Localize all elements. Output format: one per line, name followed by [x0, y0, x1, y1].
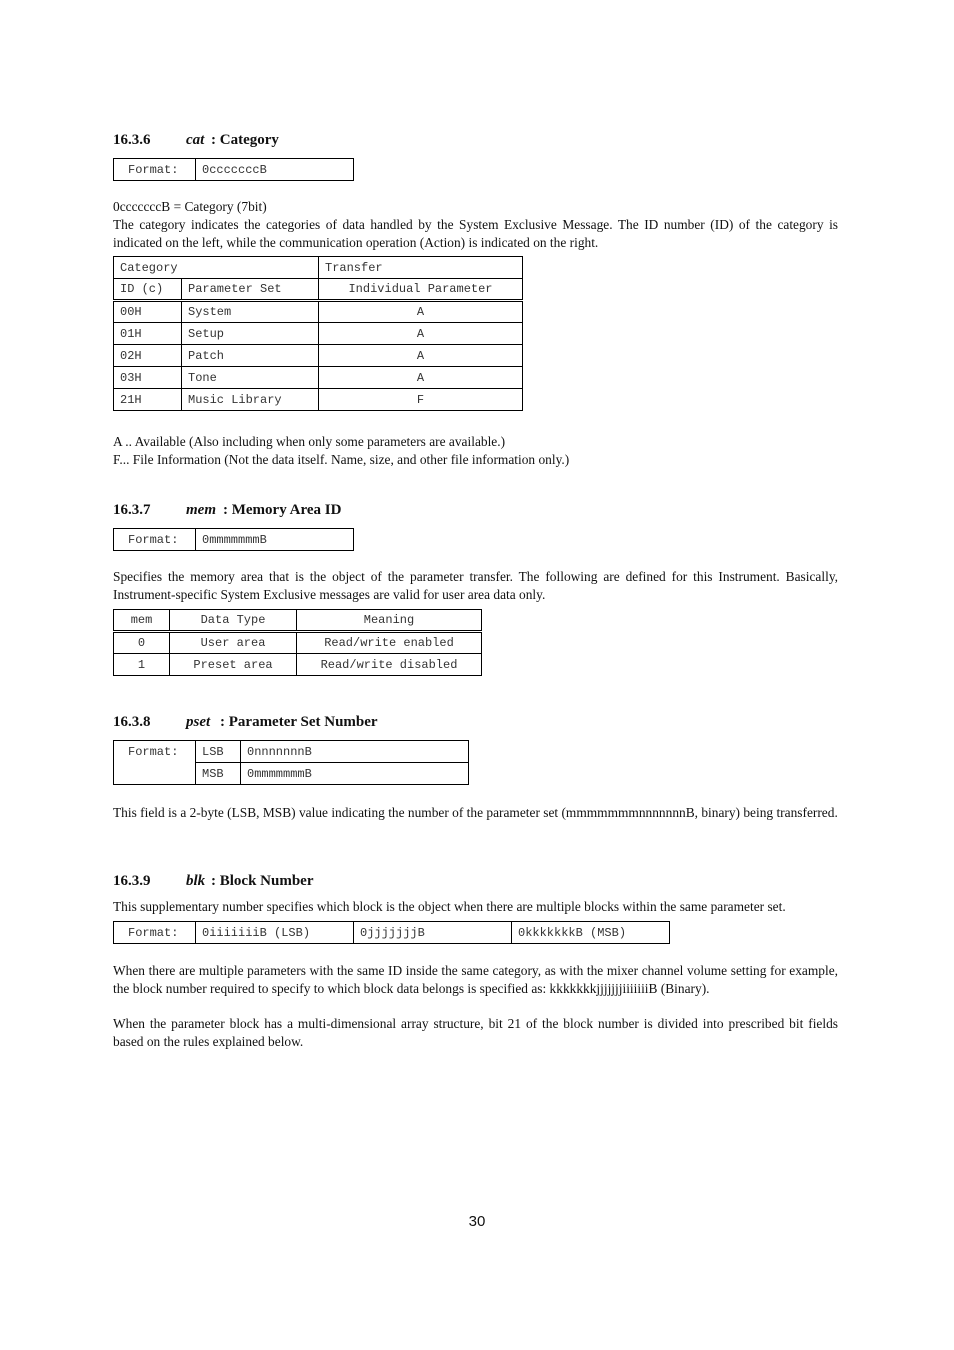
heading-16-3-8 — [113, 714, 513, 734]
format-box-blk — [113, 921, 670, 944]
header-mem: mem — [114, 610, 170, 632]
section-title: : Parameter Set Number — [220, 714, 378, 730]
lsb-value: 0nnnnnnnB — [241, 741, 469, 763]
table-row — [114, 632, 482, 654]
header-data-type: Data Type — [170, 610, 297, 632]
subheader-individual-parameter: Individual Parameter — [319, 279, 523, 301]
format-label: Format: — [114, 529, 196, 551]
format-lsb: 0iiiiiiiB (LSB) — [196, 922, 354, 944]
cell-meaning: Read/write enabled — [297, 632, 482, 654]
format-msb: 0kkkkkkkB (MSB) — [512, 922, 670, 944]
category-definition: 0cccccccB = Category (7bit) — [113, 199, 267, 214]
section-keyword: cat — [186, 132, 205, 148]
table-row — [114, 323, 523, 345]
block-structure-description: When the parameter block has a multi-dimensional array structure, bit 21 of the block number is divided into prescribed bit fields based on the rules explained below. — [113, 1016, 838, 1049]
cell-set: Tone — [182, 367, 319, 389]
category-description: The category indicates the categories of data handled by the System Exclusive Message. The ID number (ID) of the category is indicated on the left, while the communication operation (Action) is indicated on the right. — [113, 217, 838, 250]
lsb-label: LSB — [196, 741, 241, 763]
table-row — [114, 654, 482, 676]
cell-id: 03H — [114, 367, 182, 389]
msb-label: MSB — [196, 763, 241, 785]
format-label: Format: — [114, 922, 196, 944]
cell-set: Patch — [182, 345, 319, 367]
cell-set: Music Library — [182, 389, 319, 411]
table-row — [114, 345, 523, 367]
cell-value: A — [319, 301, 523, 323]
cell-id: 02H — [114, 345, 182, 367]
note-file-information: F... File Information (Not the data itself. Name, size, and other file information only.) — [113, 452, 570, 467]
section-title: : Category — [211, 132, 279, 148]
category-table — [113, 256, 523, 411]
table-row — [114, 367, 523, 389]
cell-id: 00H — [114, 301, 182, 323]
cell-meaning: Read/write disabled — [297, 654, 482, 676]
format-mid: 0jjjjjjjB — [354, 922, 512, 944]
parameter-set-description: This field is a 2-byte (LSB, MSB) value indicating the number of the parameter set (mmmmmmmnnnnnnnB, binary) being transferred. — [113, 805, 838, 820]
cell-value: F — [319, 389, 523, 411]
format-value: 0cccccccB — [196, 159, 354, 181]
cell-id: 01H — [114, 323, 182, 345]
heading-16-3-9 — [113, 873, 513, 893]
section-number: 16.3.7 — [113, 502, 151, 518]
cell-mem: 1 — [114, 654, 170, 676]
header-category: Category — [114, 257, 319, 279]
section-number: 16.3.8 — [113, 714, 151, 730]
memory-area-table — [113, 609, 482, 676]
cell-id: 21H — [114, 389, 182, 411]
msb-value: 0mmmmmmmB — [241, 763, 469, 785]
heading-16-3-6 — [113, 132, 513, 152]
memory-area-description: Specifies the memory area that is the object of the parameter transfer. The following are defined for this Instrument. Basically, Instrument-specific System Exclusive messages are valid for user area data only. — [113, 569, 838, 602]
block-number-intro: This supplementary number specifies which block is the object when there are multiple blocks within the same parameter set. — [113, 899, 786, 914]
format-label: Format: — [114, 159, 196, 181]
block-number-description: When there are multiple parameters with the same ID inside the same category, as with the mixer channel volume setting for example, the block number required to specify to which block data belongs is specified as: kkkkkkkjjjjjjjiiiiiiiB (Binary). — [113, 963, 838, 996]
format-box-mem — [113, 528, 354, 551]
format-value: 0mmmmmmmB — [196, 529, 354, 551]
heading-16-3-7 — [113, 502, 513, 522]
cell-value: A — [319, 345, 523, 367]
cell-data-type: Preset area — [170, 654, 297, 676]
table-row — [114, 301, 523, 323]
cell-mem: 0 — [114, 632, 170, 654]
section-keyword: mem — [186, 502, 216, 518]
format-box-pset — [113, 740, 469, 785]
cell-data-type: User area — [170, 632, 297, 654]
section-number: 16.3.6 — [113, 132, 151, 148]
section-number: 16.3.9 — [113, 873, 151, 889]
section-title: : Memory Area ID — [223, 502, 342, 518]
page-number: 30 — [468, 1213, 486, 1230]
section-keyword: pset — [186, 714, 211, 730]
section-title: : Block Number — [211, 873, 314, 889]
format-label: Format: — [114, 741, 196, 785]
note-available: A .. Available (Also including when only some parameters are available.) — [113, 434, 506, 449]
subheader-id: ID (c) — [114, 279, 182, 301]
subheader-parameter-set: Parameter Set — [182, 279, 319, 301]
cell-set: System — [182, 301, 319, 323]
section-keyword: blk — [186, 873, 206, 889]
cell-set: Setup — [182, 323, 319, 345]
cell-value: A — [319, 367, 523, 389]
cell-value: A — [319, 323, 523, 345]
table-row — [114, 389, 523, 411]
format-box-cat — [113, 158, 354, 181]
header-transfer: Transfer — [319, 257, 523, 279]
header-meaning: Meaning — [297, 610, 482, 632]
